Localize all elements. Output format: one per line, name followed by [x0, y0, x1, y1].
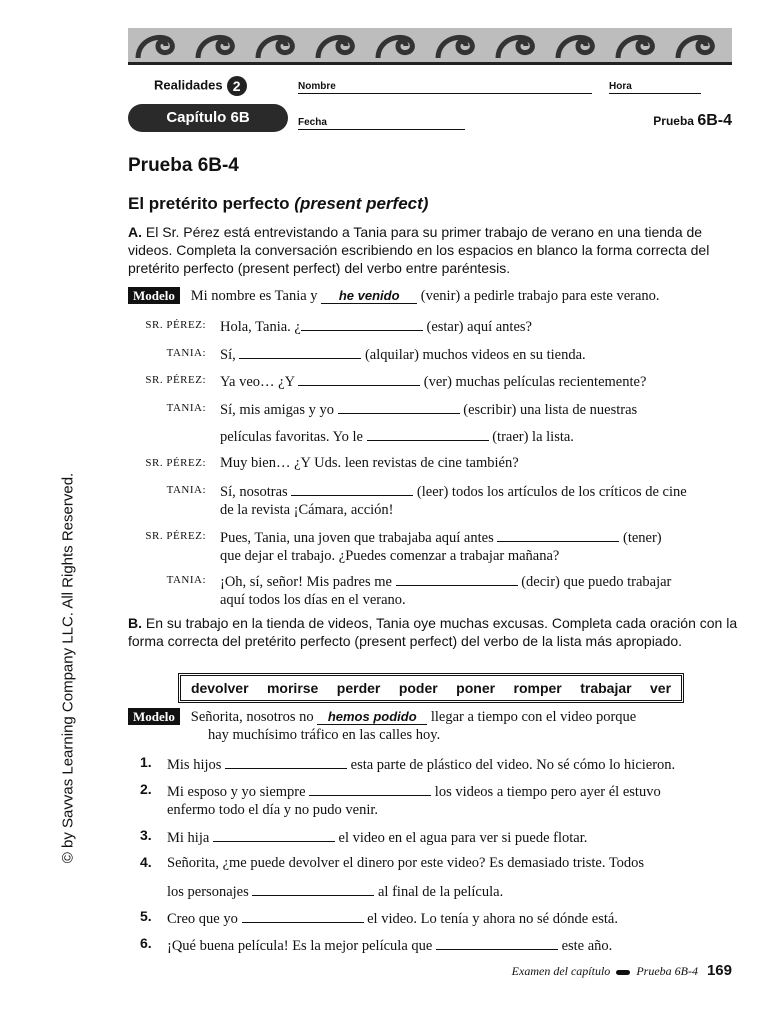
word-bank-item: morirse	[266, 680, 319, 696]
word-bank-item: romper	[513, 680, 562, 696]
speaker-label: TANIA:	[166, 402, 206, 414]
word-bank-item: poder	[398, 680, 438, 696]
answer-blank[interactable]	[291, 481, 413, 496]
hour-label: Hora	[609, 81, 632, 92]
exercise-item: Mi hija el video en el agua para ver si puede flotar.	[167, 827, 587, 847]
item-number: 2.	[140, 781, 152, 797]
dialogue-line: Sí, nosotras (leer) todos los artículos de los críticos de cine de la revista ¡Cámara, acción!	[220, 481, 750, 519]
answer-blank[interactable]	[338, 399, 460, 414]
part-a-instructions: A. El Sr. Pérez está entrevistando a Tania para su primer trabajo de verano en una tienda de videos. Completa la conversación escribiendo en los espacios en blanco la forma correcta del pretérito perfecto (present perfect) del verbo entre paréntesis.	[128, 224, 710, 276]
answer-blank[interactable]	[225, 754, 347, 769]
name-field[interactable]	[298, 93, 592, 94]
dialogue-line: Ya veo… ¿Y (ver) muchas películas recientemente?	[220, 371, 646, 391]
word-bank-item: trabajar	[580, 680, 632, 696]
item-number: 4.	[140, 854, 152, 870]
answer-blank[interactable]	[298, 371, 420, 386]
dialogue-line: ¡Oh, sí, señor! Mis padres me (decir) que puedo trabajar aquí todos los días en el verano.	[220, 571, 750, 609]
dialogue-line: Sí, (alquilar) muchos videos en su tienda.	[220, 344, 586, 364]
modelo-answer: he venido	[321, 289, 417, 304]
decorative-banner	[128, 28, 732, 65]
modelo-a: Modelo Mi nombre es Tania y he venido (venir) a pedirle trabajo para este verano.	[128, 287, 748, 305]
part-b-instructions: B. En su trabajo en la tienda de videos, Tania oye muchas excusas. Completa cada oración con la forma correcta del pretérito perfecto (present perfect) del verbo de la lista más apropiado.	[128, 615, 738, 649]
exercise-item: Mi esposo y yo siempre los videos a tiempo pero ayer él estuvo enfermo todo el día y no pudo venir.	[167, 781, 737, 819]
section-title: El pretérito perfecto (present perfect)	[128, 194, 429, 213]
answer-blank[interactable]	[309, 781, 431, 796]
copyright-notice: © by Savvas Learning Company LLC. All Rights Reserved.	[59, 472, 77, 864]
answer-blank[interactable]	[239, 344, 361, 359]
speaker-label: TANIA:	[166, 347, 206, 359]
answer-blank[interactable]	[367, 426, 489, 441]
word-bank-item: poner	[456, 680, 496, 696]
separator-icon	[616, 970, 630, 975]
hour-field[interactable]	[609, 93, 701, 94]
item-number: 6.	[140, 935, 152, 951]
modelo-b: Modelo Señorita, nosotros no hemos podido llegar a tiempo con el video porque hay muchísimo tráfico en las calles hoy.	[128, 708, 748, 744]
level-badge: 2	[227, 76, 247, 96]
word-bank-item: perder	[336, 680, 381, 696]
date-label: Fecha	[298, 117, 327, 128]
modelo-badge: Modelo	[128, 708, 180, 725]
speaker-label: SR. PÉREZ:	[145, 530, 206, 542]
speaker-label: SR. PÉREZ:	[145, 457, 206, 469]
name-label: Nombre	[298, 81, 336, 92]
exercise-item-cont: los personajes al final de la película.	[167, 881, 503, 901]
item-number: 3.	[140, 827, 152, 843]
exercise-item: Señorita, ¿me puede devolver el dinero por este video? Es demasiado triste. Todos	[167, 855, 645, 871]
speaker-label: TANIA:	[166, 574, 206, 586]
word-bank-item: devolver	[190, 680, 249, 696]
dialogue-line: Hola, Tania. ¿ (estar) aquí antes?	[220, 316, 532, 336]
item-number: 5.	[140, 908, 152, 924]
answer-blank[interactable]	[301, 316, 423, 331]
speaker-label: SR. PÉREZ:	[145, 374, 206, 386]
page-number: 169	[706, 962, 732, 979]
word-bank-item: ver	[650, 680, 672, 696]
answer-blank[interactable]	[436, 935, 558, 950]
answer-blank[interactable]	[213, 827, 335, 842]
speaker-label: SR. PÉREZ:	[145, 319, 206, 331]
modelo-answer: hemos podido	[317, 710, 427, 725]
speaker-label: TANIA:	[166, 484, 206, 496]
chapter-badge: Capítulo 6B	[128, 104, 288, 132]
dialogue	[128, 316, 748, 616]
exercise-item: Creo que yo el video. Lo tenía y ahora no sé dónde está.	[167, 908, 618, 928]
modelo-badge: Modelo	[128, 287, 180, 304]
series-label: Realidades 2	[154, 76, 247, 96]
exercise-item: ¡Qué buena película! Es la mejor película que este año.	[167, 935, 612, 955]
answer-blank[interactable]	[497, 527, 619, 542]
answer-blank[interactable]	[242, 908, 364, 923]
test-label: Prueba 6B-4	[653, 112, 732, 129]
dialogue-line: Muy bien… ¿Y Uds. leen revistas de cine también?	[220, 455, 519, 471]
answer-blank[interactable]	[396, 571, 518, 586]
page-title: Prueba 6B-4	[128, 155, 239, 176]
dialogue-line: Sí, mis amigas y yo (escribir) una lista de nuestras	[220, 399, 637, 419]
page-footer: Examen del capítulo Prueba 6B-4 169	[511, 962, 732, 979]
dialogue-line: Pues, Tania, una joven que trabajaba aquí antes (tener) que dejar el trabajo. ¿Puedes comenzar a trabajar mañana?	[220, 527, 750, 565]
dialogue-line: películas favoritas. Yo le (traer) la lista.	[220, 426, 574, 446]
date-field[interactable]	[298, 129, 465, 130]
answer-blank[interactable]	[252, 881, 374, 896]
word-bank	[178, 673, 684, 703]
exercise-item: Mis hijos esta parte de plástico del video. No sé cómo lo hicieron.	[167, 754, 675, 774]
item-number: 1.	[140, 754, 152, 770]
